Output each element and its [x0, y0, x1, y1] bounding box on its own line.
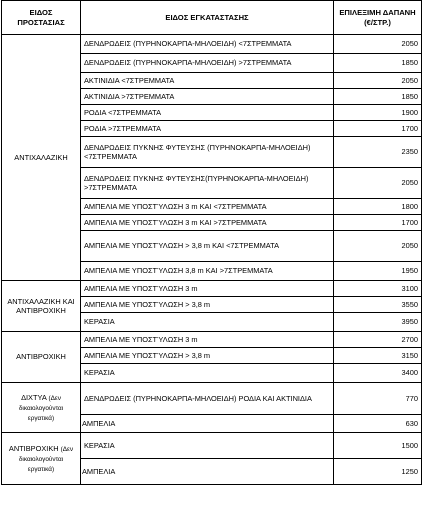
installation-cell: ΑΜΠΕΛΙΑ ΜΕ ΥΠΟΣΤΎΛΩΣΗ > 3,8 m — [81, 348, 334, 364]
table-row — [2, 281, 422, 297]
installation-cell: ΑΜΠΕΛΙΑ ΜΕ ΥΠΟΣΤΎΛΩΣΗ > 3,8 m — [81, 297, 334, 313]
header-protection-type: ΕΙΔΟΣ ΠΡΟΣΤΑΣΙΑΣ — [2, 1, 81, 35]
installation-cell: ΚΕΡΑΣΙΑ — [81, 313, 334, 332]
table-header-row — [2, 1, 422, 35]
header-installation-type: ΕΙΔΟΣ ΕΓΚΑΤΑΣΤΑΣΗΣ — [81, 1, 334, 35]
cost-cell: 1950 — [334, 262, 422, 281]
cost-cell: 2050 — [334, 231, 422, 262]
installation-cell: ΚΕΡΑΣΙΑ — [81, 433, 334, 459]
cost-cell: 3400 — [334, 364, 422, 383]
table-row — [2, 332, 422, 348]
protection-type-label: ΑΝΤΙΒΡΟΧΙΚΗ — [8, 443, 59, 453]
cost-cell: 1850 — [334, 54, 422, 73]
installation-cell: ΑΜΠΕΛΙΑ ΜΕ ΥΠΟΣΤΎΛΩΣΗ 3 m — [81, 281, 334, 297]
installation-cell: ΑΜΠΕΛΙΑ ΜΕ ΥΠΟΣΤΎΛΩΣΗ 3 m ΚΑΙ >7ΣΤΡΕΜΜΑΤΑ — [81, 215, 334, 231]
table-row — [2, 383, 422, 415]
installation-cell: ΑΜΠΕΛΙΑ — [81, 459, 334, 485]
cost-cell: 3100 — [334, 281, 422, 297]
table-row — [2, 35, 422, 54]
cost-cell: 630 — [334, 415, 422, 433]
cost-cell: 1700 — [334, 215, 422, 231]
installation-cell: ΑΜΠΕΛΙΑ — [81, 415, 334, 433]
cost-cell: 3150 — [334, 348, 422, 364]
table-body — [2, 35, 422, 485]
header-eligible-cost: ΕΠΙΛΕΞΙΜΗ ΔΑΠΑΝΗ (€/ΣΤΡ.) — [334, 1, 422, 35]
cost-cell: 1900 — [334, 105, 422, 121]
cost-cell: 1700 — [334, 121, 422, 137]
protection-type-cell — [2, 332, 81, 383]
protection-type-cell — [2, 35, 81, 281]
installation-cell: ΔΕΝΔΡΩΔΕΙΣ ΠΥΚΝΗΣ ΦΥΤΕΥΣΗΣ (ΠΥΡΗΝΟΚΑΡΠΑ-ΜΗΛΟΕΙΔΗ) <7ΣΤΡΕΜΜΑΤΑ — [81, 137, 334, 168]
cost-cell: 2050 — [334, 168, 422, 199]
table-row — [2, 433, 422, 459]
installation-cell: ΑΜΠΕΛΙΑ ΜΕ ΥΠΟΣΤΎΛΩΣΗ 3,8 m ΚΑΙ >7ΣΤΡΕΜΜΑΤΑ — [81, 262, 334, 281]
cost-cell: 1850 — [334, 89, 422, 105]
installation-cell: ΑΚΤΙΝΙΔΙΑ >7ΣΤΡΕΜΜΑΤΑ — [81, 89, 334, 105]
protection-type-label: ΑΝΤΙΧΑΛΑΖΙΚΗ — [14, 152, 68, 162]
installation-cell: ΚΕΡΑΣΙΑ — [81, 364, 334, 383]
installation-cell: ΔΕΝΔΡΩΔΕΙΣ ΠΥΚΝΗΣ ΦΥΤΕΥΣΗΣ(ΠΥΡΗΝΟΚΑΡΠΑ-ΜΗΛΟΕΙΔΗ) >7ΣΤΡΕΜΜΑΤΑ — [81, 168, 334, 199]
installation-cell: ΡΟΔΙΑ >7ΣΤΡΕΜΜΑΤΑ — [81, 121, 334, 137]
installation-cell: ΔΕΝΔΡΩΔΕΙΣ (ΠΥΡΗΝΟΚΑΡΠΑ-ΜΗΛΟΕΙΔΗ) <7ΣΤΡΕΜΜΑΤΑ — [81, 35, 334, 54]
cost-cell: 1800 — [334, 199, 422, 215]
installation-cell: ΡΟΔΙΑ <7ΣΤΡΕΜΜΑΤΑ — [81, 105, 334, 121]
cost-cell: 2050 — [334, 35, 422, 54]
subsidy-cost-table — [1, 0, 422, 485]
protection-type-label: ΑΝΤΙΒΡΟΧΙΚΗ — [16, 352, 66, 362]
installation-cell: ΔΕΝΔΡΩΔΕΙΣ (ΠΥΡΗΝΟΚΑΡΠΑ-ΜΗΛΟΕΙΔΗ) >7ΣΤΡΕΜΜΑΤΑ — [81, 54, 334, 73]
installation-cell: ΑΚΤΙΝΙΔΙΑ <7ΣΤΡΕΜΜΑΤΑ — [81, 73, 334, 89]
protection-type-cell — [2, 281, 81, 332]
protection-type-cell — [2, 383, 81, 433]
installation-cell: ΑΜΠΕΛΙΑ ΜΕ ΥΠΟΣΤΎΛΩΣΗ > 3,8 m ΚΑΙ <7ΣΤΡΕΜΜΑΤΑ — [81, 231, 334, 262]
cost-cell: 1250 — [334, 459, 422, 485]
protection-type-note: (Δεν δικαιολογούνται εργατικά) — [18, 445, 74, 473]
protection-type-label: ΔΙΧΤΥΑ — [21, 392, 47, 402]
cost-cell: 1500 — [334, 433, 422, 459]
cost-cell: 2050 — [334, 73, 422, 89]
cost-cell: 3950 — [334, 313, 422, 332]
cost-cell: 770 — [334, 383, 422, 415]
installation-cell: ΑΜΠΕΛΙΑ ΜΕ ΥΠΟΣΤΎΛΩΣΗ 3 m — [81, 332, 334, 348]
cost-cell: 3550 — [334, 297, 422, 313]
cost-cell: 2700 — [334, 332, 422, 348]
protection-type-cell — [2, 433, 81, 485]
cost-cell: 2350 — [334, 137, 422, 168]
installation-cell: ΑΜΠΕΛΙΑ ΜΕ ΥΠΟΣΤΎΛΩΣΗ 3 m ΚΑΙ <7ΣΤΡΕΜΜΑΤΑ — [81, 199, 334, 215]
protection-type-note: (Δεν δικαιολογούνται εργατικά) — [18, 394, 64, 422]
installation-cell: ΔΕΝΔΡΩΔΕΙΣ (ΠΥΡΗΝΟΚΑΡΠΑ-ΜΗΛΟΕΙΔΗ) ΡΟΔΙΑ ΚΑΙ ΑΚΤΙΝΙΔΙΑ — [81, 383, 334, 415]
protection-type-label: ΑΝΤΙΧΑΛΑΖΙΚΗ ΚΑΙ ΑΝΤΙΒΡΟΧΙΚΗ — [7, 296, 75, 315]
